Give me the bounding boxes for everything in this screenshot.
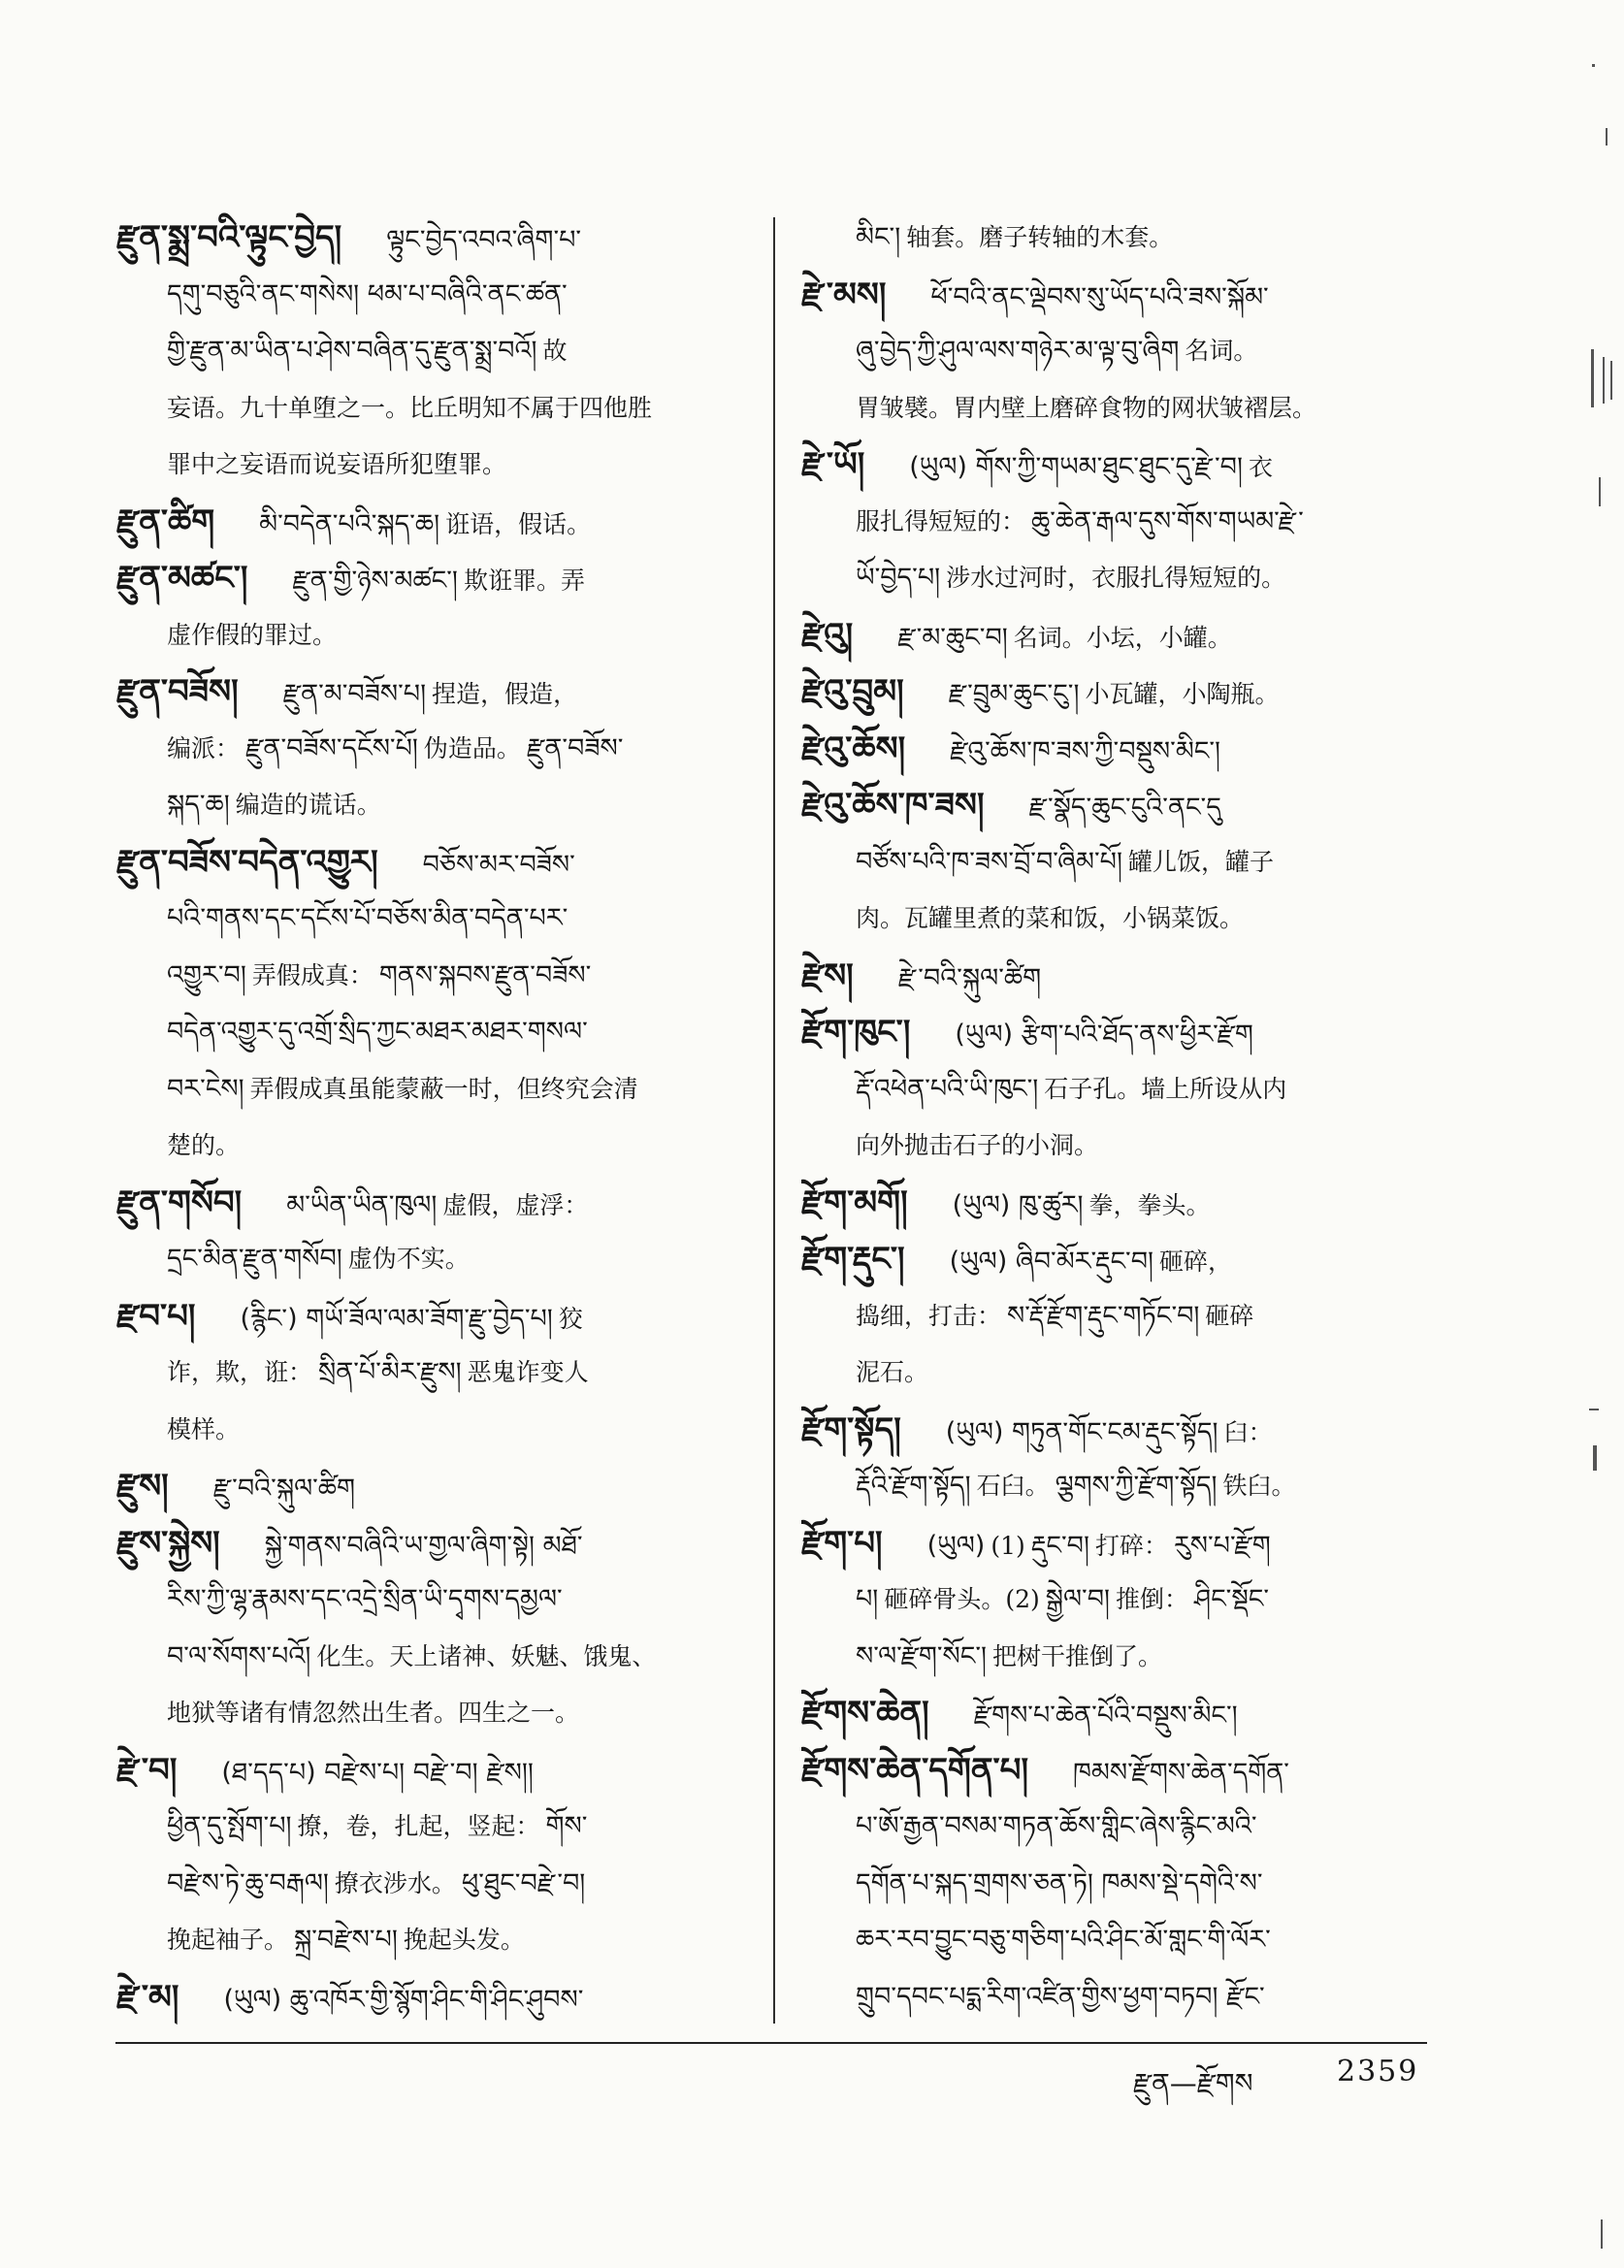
tibetan-text: བཅོས་མར་བཟོས་	[422, 849, 575, 880]
text-line	[801, 1402, 1442, 1459]
text-line	[801, 1345, 1442, 1402]
tibetan-text: འགྱུར་བ།	[167, 959, 246, 990]
chinese-gloss: 虚假，虚浮：	[442, 1190, 589, 1219]
text-line	[116, 323, 747, 380]
tibetan-text: ལྕགས་ཀྱི་རྫོག་སྟོད།	[1055, 1471, 1218, 1501]
text-line	[116, 267, 747, 324]
text-line	[801, 1458, 1442, 1515]
headword: རྫེའུ་ཆོས།	[801, 729, 906, 768]
scan-mark	[1592, 64, 1595, 67]
text-line	[116, 1856, 747, 1913]
tibetan-text: རྡོ་འཕེན་པའི་ཡི་ཁུང་།	[856, 1073, 1039, 1104]
headword: རྫུན་ཚིག	[116, 502, 215, 541]
chinese-gloss: 弄假成真虽能蒙蔽一时，但终究会清	[249, 1074, 638, 1103]
text-line	[801, 1742, 1442, 1799]
tibetan-text: སྐད་ཆ།	[167, 790, 230, 820]
text-line	[801, 1912, 1442, 1969]
text-line	[116, 948, 747, 1005]
text-line	[801, 1685, 1442, 1742]
text-line	[116, 1912, 747, 1969]
tibetan-text: པ།	[856, 1584, 879, 1614]
headword: རྫུན་མཚང་།	[116, 559, 248, 598]
text-line	[116, 550, 747, 607]
tibetan-text: གྱི་རྫུན་མ་ཡིན་པ་ཤེས་བཞིན་དུ་རྫུན་སྨྲ་བའོ།	[167, 336, 537, 366]
headword: རྫེའུ།	[801, 615, 854, 655]
headword: རྫུན་བཟོས།	[116, 672, 239, 711]
tibetan-text: བདེན་འགྱུར་དུ་འགྲོ་སྲིད་ཀྱང་མཐར་མཐར་གསལ་	[167, 1017, 588, 1047]
text-line	[116, 834, 747, 891]
text-line	[116, 891, 747, 948]
tibetan-text: གནས་སྐབས་རྫུན་བཟོས་	[378, 959, 592, 990]
text-line	[801, 210, 1442, 267]
tibetan-text: ཆུ་ཆེན་རྒལ་དུས་གོས་གཡམ་རྫེ་	[1031, 505, 1304, 536]
tibetan-text: རྫ་མ་ཆུང་བ།	[897, 622, 1008, 653]
tibetan-text: ཤིང་སྡོང་	[1194, 1584, 1269, 1614]
headword: རྫུན་གསོབ།	[116, 1183, 243, 1222]
text-line	[116, 1458, 747, 1515]
chinese-gloss: 胃皱襞。胃内壁上磨碎食物的网状皱褶层。	[856, 393, 1317, 422]
text-line	[116, 1685, 747, 1742]
text-line	[801, 550, 1442, 607]
chinese-gloss: 砸碎骨头。(2)	[884, 1585, 1040, 1613]
headword: རྫུན་བཟོས་བདེན་འགྱུར།	[116, 842, 378, 882]
chinese-gloss: 名词。	[1185, 337, 1258, 365]
chinese-gloss: 撩衣涉水。	[334, 1868, 456, 1897]
chinese-gloss: 石子孔。墙上所设从内	[1044, 1074, 1287, 1103]
chinese-gloss: 欺诳罪。弄	[463, 567, 585, 595]
headword: རྫེ་ཡོ།	[801, 445, 865, 484]
tibetan-text: རྫ་བྲུམ་ཆུང་ངུ་།	[948, 679, 1080, 709]
tibetan-text: རུས་པ་རྫོག	[1173, 1530, 1271, 1561]
text-line	[116, 1969, 747, 2026]
chinese-gloss: 服扎得短短的：	[856, 506, 1026, 535]
tibetan-text: བཙོས་པའི་ཁ་ཟས་བྲོ་བ་ཞིམ་པོ།	[856, 846, 1122, 877]
text-line	[116, 1004, 747, 1061]
headword: རྫོག་པ།	[801, 1523, 883, 1563]
headword: རྫུས་སྐྱེས།	[116, 1523, 220, 1563]
tibetan-text: (ཡུལ) རྩིག་པའི་ཐོད་ནས་ཕྱིར་རྫོག	[955, 1020, 1253, 1050]
tibetan-text: པའི་གནས་དང་དངོས་པོ་བཅོས་མིན་བདེན་པར་	[167, 903, 568, 933]
tibetan-text: རྫུན་མ་བཟོས་པ།	[282, 679, 427, 709]
chinese-gloss: 虚作假的罪过。	[167, 620, 338, 649]
text-line	[116, 1231, 747, 1288]
chinese-gloss: 编派：	[167, 733, 241, 762]
text-line	[801, 777, 1442, 834]
tibetan-text: རྡུང་བ།	[1030, 1530, 1089, 1561]
tibetan-text: (རྙིང་) གཡོ་ཟོལ་ལམ་ཟོག་རྫུ་བྱེད་པ།	[240, 1303, 553, 1334]
headword: རྫེའུ་ཆོས་ཁ་ཟས།	[801, 786, 985, 825]
tibetan-text: རྫེའུ་ཆོས་ཁ་ཟས་ཀྱི་བསྡུས་མིང་།	[950, 735, 1221, 766]
text-line	[116, 1345, 747, 1402]
tibetan-text: དགོན་པ་སྐད་གྲགས་ཅན་ཏེ། ཁམས་སྡེ་དགེའི་ས་	[856, 1867, 1263, 1898]
text-line	[116, 437, 747, 494]
tibetan-text: ཆར་རབ་བྱུང་བཅུ་གཅིག་པའི་ཤིང་མོ་གླང་གི་ལོར་	[856, 1925, 1271, 1955]
chinese-gloss: 推倒：	[1116, 1585, 1189, 1613]
headword: རྫེ་བ།	[116, 1750, 178, 1790]
text-line	[116, 607, 747, 664]
chinese-gloss: 编造的谎话。	[235, 791, 381, 819]
tibetan-text: མིང་།	[856, 222, 901, 252]
tibetan-text: རྫོགས་པ་ཆེན་པོའི་བསྡུས་མིང་།	[973, 1701, 1238, 1731]
text-line	[116, 1175, 747, 1232]
chinese-gloss: 故	[542, 337, 568, 365]
text-line	[801, 380, 1442, 437]
text-line	[801, 1969, 1442, 2026]
chinese-gloss: 泥石。	[856, 1358, 929, 1386]
chinese-gloss: 名词。小坛，小罐。	[1013, 623, 1232, 652]
text-line	[116, 1515, 747, 1572]
tibetan-text: རྫུ་བའི་སྐུལ་ཚིག	[212, 1474, 356, 1504]
chinese-gloss: 挽起头发。	[403, 1926, 525, 1954]
chinese-gloss: 弄假成真：	[251, 960, 374, 989]
tibetan-text: ཕུ་ཐུང་བརྫེ་བ།	[461, 1867, 586, 1898]
scan-mark	[1603, 357, 1605, 404]
chinese-gloss: 挽起袖子。	[167, 1926, 289, 1954]
tibetan-text: (ཡུལ) གོས་ཀྱི་གཡམ་ཐུང་ཐུང་དུ་རྫེ་བ།	[909, 452, 1243, 482]
chinese-gloss: 肉。瓦罐里煮的菜和饭，小锅菜饭。	[856, 904, 1245, 932]
running-head: རྫུན—རྫོགས	[1133, 2067, 1253, 2099]
tibetan-text: ཕྱིན་དུ་སྤོག་པ།	[167, 1811, 292, 1841]
scan-mark	[1601, 2219, 1603, 2249]
headword: རྫེ་མ།	[116, 1977, 179, 2017]
chinese-gloss: 楚的。	[167, 1131, 241, 1159]
text-line	[116, 1288, 747, 1345]
headword: རྫོགས་ཆེན་དགོན་པ།	[801, 1750, 1029, 1790]
text-line	[801, 834, 1442, 891]
text-line	[116, 721, 747, 778]
scan-mark	[1589, 1409, 1599, 1410]
tibetan-text: ཕོ་བའི་ནང་ལྡེབས་སུ་ཡོད་པའི་ཟས་སྐོམ་	[930, 281, 1269, 312]
tibetan-text: རྫ་སྣོད་ཆུང་ངུའི་ནང་དུ	[1028, 793, 1221, 823]
tibetan-text: རྡོའི་རྫོག་སྟོད།	[856, 1471, 971, 1501]
text-line	[116, 494, 747, 551]
headword: རྫུས།	[116, 1467, 169, 1506]
tibetan-text: (ཡུལ) ཞིབ་མོར་རྡུང་བ།	[949, 1247, 1154, 1277]
chinese-gloss: 拳，拳头。	[1088, 1190, 1211, 1219]
scan-mark	[1606, 128, 1608, 146]
headword: རྫེའུ་བྲུམ།	[801, 672, 904, 711]
headword: རྫོག་རྡུང་།	[801, 1240, 905, 1279]
text-line	[801, 1231, 1442, 1288]
tibetan-text: སྐྲ་བརྫེས་པ།	[294, 1925, 398, 1955]
text-line	[116, 210, 747, 267]
chinese-gloss: 把树干推倒了。	[992, 1641, 1163, 1670]
chinese-gloss: (1)	[991, 1531, 1025, 1560]
footer-rule	[115, 2042, 1427, 2044]
tibetan-text: རྫུན་གྱི་ཉེས་མཚང་།	[292, 566, 458, 596]
headword: རྫེ་མས།	[801, 275, 887, 314]
scan-mark	[1593, 1445, 1597, 1471]
chinese-gloss: 模样。	[167, 1414, 241, 1443]
column-divider	[773, 217, 775, 2024]
page-number: 2359	[1337, 2055, 1419, 2089]
chinese-gloss: 砸碎	[1205, 1301, 1254, 1330]
tibetan-text: ཁམས་རྫོགས་ཆེན་དགོན་	[1073, 1757, 1289, 1788]
chinese-gloss: 小瓦罐，小陶瓶。	[1085, 680, 1280, 708]
text-line	[116, 1571, 747, 1629]
chinese-gloss: 妄语。九十单堕之一。比丘明知不属于四他胜	[167, 393, 653, 422]
chinese-gloss: 化生。天上诸神、妖魅、饿鬼、	[316, 1641, 657, 1670]
text-line	[116, 1742, 747, 1799]
chinese-gloss: 打碎：	[1094, 1531, 1168, 1560]
tibetan-text: མ་ཡིན་ཡིན་ཁུལ།	[286, 1189, 438, 1220]
chinese-gloss: 撩，卷，扎起，竖起：	[297, 1812, 540, 1840]
tibetan-text: (ཡུལ) ཁུ་ཚུར།	[952, 1189, 1084, 1220]
text-line	[801, 1515, 1442, 1572]
tibetan-text: སྒྱེལ་བ།	[1045, 1584, 1110, 1614]
chinese-gloss: 诳语，假话。	[445, 509, 592, 538]
chinese-gloss: 向外抛击石子的小洞。	[856, 1131, 1099, 1159]
tibetan-text: གྲུབ་དབང་པདྨ་རིག་འཛིན་གྱིས་ཕྱག་བཏབ། རྫོང་	[856, 1981, 1265, 2012]
text-line	[801, 1798, 1442, 1856]
tibetan-text: མི་བདེན་པའི་སྐད་ཆ།	[259, 508, 440, 539]
headword: རྫོག་མགོ།	[801, 1183, 908, 1222]
headword: རྫོགས་ཆེན།	[801, 1694, 929, 1733]
tibetan-text: སྐྱེ་གནས་བཞིའི་ཡ་གྱལ་ཞིག་སྟེ། མཐོ་	[264, 1530, 583, 1561]
chinese-gloss: 臼：	[1223, 1417, 1273, 1446]
text-line	[116, 1402, 747, 1459]
tibetan-text: དྲང་མིན་རྫུན་གསོབ།	[167, 1244, 342, 1274]
tibetan-text: ས་ལ་རྫོག་སོང་།	[856, 1640, 988, 1671]
text-line	[801, 437, 1442, 494]
chinese-gloss: 铁臼。	[1222, 1472, 1296, 1500]
text-line	[801, 1856, 1442, 1913]
text-line	[116, 1118, 747, 1175]
scan-mark	[1610, 361, 1612, 400]
tibetan-text: (ཡུལ) གཏུན་གོང་ངམ་རྡུང་སྟོད།	[945, 1416, 1218, 1447]
tibetan-text: ལྟུང་བྱེད་འབའ་ཞིག་པ་	[386, 225, 582, 255]
left-column	[116, 210, 747, 2025]
scan-mark	[1591, 349, 1594, 407]
chinese-gloss: 狡	[558, 1304, 583, 1333]
tibetan-text: (ཡུལ) ཆུ་འཁོར་གྱི་སྙོག་ཤིང་གི་ཤིང་ཤུབས་	[223, 1984, 584, 2015]
tibetan-text: དགུ་བཅུའི་ནང་གསེས། ཕམ་པ་བཞིའི་ནང་ཚན་	[167, 278, 568, 309]
text-line	[116, 1061, 747, 1118]
text-line	[801, 948, 1442, 1005]
tibetan-text: རྫེ་བའི་སྐུལ་ཚིག	[897, 962, 1042, 993]
headword: རྫོག་ཁུང་།	[801, 1013, 911, 1052]
text-line	[801, 494, 1442, 551]
scan-mark	[1599, 477, 1601, 506]
chinese-gloss: 罪中之妄语而说妄语所犯堕罪。	[167, 450, 507, 478]
text-line	[801, 664, 1442, 721]
text-line	[801, 1061, 1442, 1118]
text-line	[801, 891, 1442, 948]
chinese-gloss: 捏造，假造，	[432, 680, 578, 708]
chinese-gloss: 捣细，打击：	[856, 1301, 1002, 1330]
chinese-gloss: 石臼。	[976, 1472, 1050, 1500]
tibetan-text: བ་ལ་སོགས་པའོ།	[167, 1640, 311, 1671]
tibetan-text: བར་ངེས།	[167, 1073, 244, 1104]
chinese-gloss: 轴套。磨子转轴的木套。	[906, 223, 1174, 251]
tibetan-text: (ཡུལ)	[926, 1530, 986, 1561]
headword: རྫབ་པ།	[116, 1296, 196, 1336]
text-line	[801, 323, 1442, 380]
text-line	[801, 1175, 1442, 1232]
tibetan-text: རིས་ཀྱི་ལྷ་རྣམས་དང་འདྲེ་སྲིན་ཡི་དྭགས་དམྱལ་	[167, 1584, 563, 1614]
headword: རྫུན་སྨྲ་བའི་ལྟུང་བྱེད།	[116, 218, 342, 257]
text-line	[116, 1629, 747, 1686]
text-line	[801, 1629, 1442, 1686]
text-line	[116, 1798, 747, 1856]
tibetan-text: ཡོ་བྱེད་པ།	[856, 563, 941, 593]
tibetan-text: ཞུ་བྱེད་ཀྱི་ཤུལ་ལས་གཉེར་མ་ལྟ་བུ་ཞིག	[856, 336, 1180, 366]
chinese-gloss: 虚伪不实。	[347, 1245, 470, 1273]
tibetan-text: (ཐ་དད་པ) བརྫེས་པ། བརྫེ་བ། རྫེས།།	[221, 1757, 534, 1788]
chinese-gloss: 诈，欺，诳：	[167, 1358, 313, 1386]
tibetan-text: ས་རྡོ་རྫོག་རྡུང་གཏོང་བ།	[1007, 1300, 1200, 1331]
chinese-gloss: 罐儿饭，罐子	[1127, 847, 1274, 876]
tibetan-text: པ་ཨོ་རྒྱན་བསམ་གཏན་ཆོས་གླིང་ཞེས་རྙིང་མའི་	[856, 1811, 1257, 1841]
tibetan-text: རྫུན་བཟོས་དངོས་པོ།	[245, 732, 418, 763]
chinese-gloss: 涉水过河时，衣服扎得短短的。	[946, 564, 1286, 592]
text-line	[116, 380, 747, 437]
text-line	[116, 777, 747, 834]
chinese-gloss: 恶鬼诈变人	[467, 1358, 589, 1386]
chinese-gloss: 衣	[1248, 453, 1273, 481]
text-line	[801, 267, 1442, 324]
tibetan-text: རྫུན་བཟོས་	[526, 732, 624, 763]
text-line	[801, 1118, 1442, 1175]
text-line	[801, 1004, 1442, 1061]
right-column	[801, 210, 1442, 2025]
text-line	[116, 664, 747, 721]
tibetan-text: བརྫེས་ཏེ་ཆུ་བརྒལ།	[167, 1867, 329, 1898]
headword: རྫོག་སྟོད།	[801, 1409, 901, 1449]
headword: རྫེས།	[801, 956, 854, 995]
chinese-gloss: 伪造品。	[423, 733, 521, 762]
chinese-gloss: 砸碎，	[1159, 1247, 1233, 1276]
chinese-gloss: 地狱等诸有情忽然出生者。四生之一。	[167, 1699, 580, 1727]
tibetan-text: གོས་	[545, 1811, 588, 1841]
tibetan-text: སྲིན་པོ་མིར་རྫུས།	[318, 1357, 462, 1387]
text-line	[801, 1288, 1442, 1345]
text-line	[801, 1571, 1442, 1629]
text-line	[801, 607, 1442, 664]
text-line	[801, 721, 1442, 778]
